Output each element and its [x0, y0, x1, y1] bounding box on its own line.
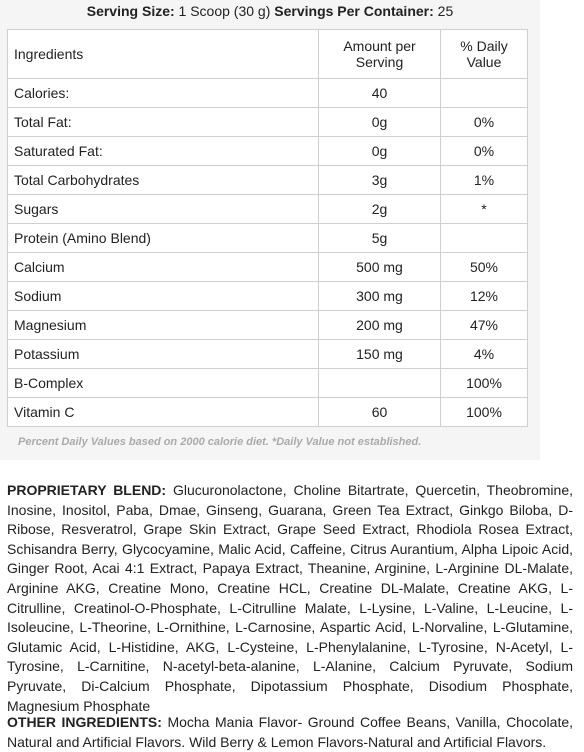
servings-per-container-value: 25 — [437, 3, 454, 19]
ingredient-name-cell: Protein (Amino Blend) — [8, 224, 319, 253]
amount-cell: 40 — [319, 79, 441, 108]
daily-value-cell: 100% — [441, 398, 528, 427]
other-ingredients-paragraph — [7, 713, 573, 752]
table-row — [8, 79, 528, 108]
table-row — [8, 311, 528, 340]
table-row — [8, 108, 528, 137]
serving-size-label: Serving Size: — [86, 3, 175, 19]
amount-cell: 0g — [319, 108, 441, 137]
table-header-row — [8, 30, 528, 79]
ingredient-name-cell: Total Carbohydrates — [8, 166, 319, 195]
table-row — [8, 137, 528, 166]
daily-value-cell: 0% — [441, 137, 528, 166]
amount-cell: 2g — [319, 195, 441, 224]
ingredient-name-cell: B-Complex — [8, 369, 319, 398]
ingredient-name-cell: Magnesium — [8, 311, 319, 340]
table-row — [8, 369, 528, 398]
ingredient-name-cell: Calories: — [8, 79, 319, 108]
header-ingredients: Ingredients — [8, 30, 319, 79]
daily-value-cell: 47% — [441, 311, 528, 340]
amount-cell: 5g — [319, 224, 441, 253]
header-amount: Amount per Serving — [319, 30, 441, 79]
other-ingredients-label: OTHER INGREDIENTS: — [7, 714, 162, 730]
amount-cell: 150 mg — [319, 340, 441, 369]
table-row — [8, 253, 528, 282]
serving-info — [0, 0, 540, 22]
ingredient-name-cell: Total Fat: — [8, 108, 319, 137]
nutrition-table — [7, 29, 528, 427]
amount-cell: 60 — [319, 398, 441, 427]
ingredient-name-cell: Calcium — [8, 253, 319, 282]
daily-value-cell: * — [441, 195, 528, 224]
daily-value-footnote: Percent Daily Values based on 2000 calorie diet. *Daily Value not established. — [18, 436, 422, 448]
amount-cell: 3g — [319, 166, 441, 195]
header-daily-value: % Daily Value — [441, 30, 528, 79]
amount-cell: 300 mg — [319, 282, 441, 311]
ingredient-name-cell: Saturated Fat: — [8, 137, 319, 166]
table-row — [8, 398, 528, 427]
table-row — [8, 340, 528, 369]
daily-value-cell: 4% — [441, 340, 528, 369]
amount-cell: 500 mg — [319, 253, 441, 282]
daily-value-cell: 1% — [441, 166, 528, 195]
serving-size-value: 1 Scoop (30 g) — [178, 3, 271, 19]
proprietary-blend-label: PROPRIETARY BLEND: — [7, 482, 167, 498]
proprietary-blend-paragraph — [7, 481, 573, 716]
proprietary-blend-text: Glucuronolactone, Choline Bitartrate, Quercetin, Theobromine, Inosine, Inositol, Paba, Dmae, Ginseng, Guarana, Green Tea Extract, Ginkgo Biloba, D-Ribose, Resveratrol, Grape Skin Extract, Grape Seed Extract, Rhodiola Rosea Extract, Schisandra Berry, Glycocyamine, Malic Acid, Caffeine, Citrus Aurantium, Alpha Lipoic Acid, Ginger Root, Acai 4:1 Extract, Papaya Extract, Theanine, Arginine, L-Arginine DL-Malate, Arginine AKG, Creatine Mono, Creatine HCL, Creatine DL-Malate, Creatine AKG, L-Citrulline, Creatinol-O-Phosphate, L-Citrulline Malate, L-Lysine, L-Valine, L-Leucine, L-Isoleucine, L-Theorine, L-Ornithine, L-Carnosine, Aspartic Acid, L-Norvaline, L-Glutamine, Glutamic Acid, L-Histidine, AKG, L-Cysteine, L-Phenylalanine, L-Tyrosine, N-Acetyl, L-Tyrosine, L-Carnitine, N-acetyl-beta-alanine, L-Alanine, Calcium Pyruvate, Sodium Pyruvate, Di-Calcium Phosphate, Dipotassium Phosphate, Disodium Phosphate, Magnesium Phosphate — [7, 482, 573, 714]
ingredient-name-cell: Sodium — [8, 282, 319, 311]
amount-cell — [319, 369, 441, 398]
daily-value-cell: 100% — [441, 369, 528, 398]
table-row — [8, 224, 528, 253]
amount-cell: 200 mg — [319, 311, 441, 340]
ingredient-name-cell: Potassium — [8, 340, 319, 369]
daily-value-cell: 50% — [441, 253, 528, 282]
daily-value-cell: 12% — [441, 282, 528, 311]
ingredient-name-cell: Vitamin C — [8, 398, 319, 427]
daily-value-cell — [441, 79, 528, 108]
daily-value-cell: 0% — [441, 108, 528, 137]
ingredient-name-cell: Sugars — [8, 195, 319, 224]
daily-value-cell — [441, 224, 528, 253]
table-row — [8, 166, 528, 195]
amount-cell: 0g — [319, 137, 441, 166]
table-row — [8, 195, 528, 224]
other-ingredients-text: Mocha Mania Flavor- Ground Coffee Beans, Vanilla, Chocolate, Natural and Artificial Flavors. Wild Berry & Lemon Flavors-Natural and Artificial Flavors. — [7, 714, 574, 750]
table-row — [8, 282, 528, 311]
servings-per-container-label: Servings Per Container: — [274, 3, 434, 19]
